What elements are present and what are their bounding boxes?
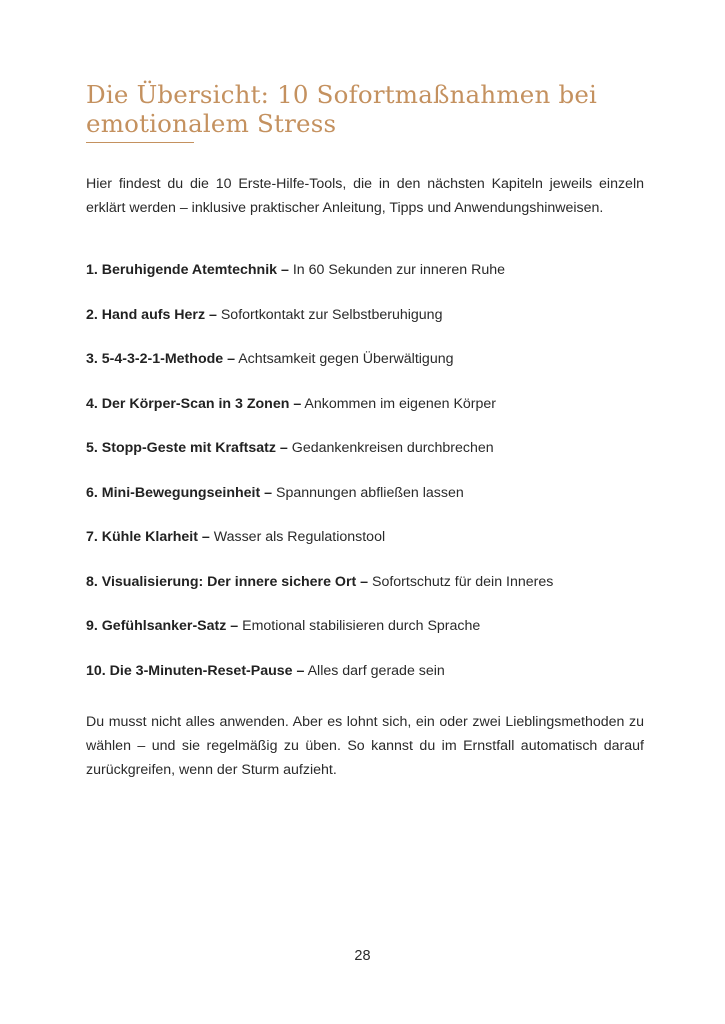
tools-list [86, 258, 646, 703]
list-item-title: 1. Beruhigende Atemtechnik – [86, 262, 289, 278]
list-item [86, 659, 646, 704]
list-item [86, 303, 646, 348]
list-item-title: 2. Hand aufs Herz – [86, 306, 217, 323]
list-item [86, 258, 646, 303]
list-item [86, 481, 646, 526]
list-item-description: Gedankenkreisen durchbrechen [291, 440, 494, 456]
list-item-title: 10. Die 3-Minuten-Reset-Pause – [86, 662, 305, 679]
intro-paragraph: Hier findest du die 10 Erste-Hilfe-Tools, die in den nächsten Kapiteln jeweils einzeln erklärt werden – inklusive praktischer Anleitung, Tipps und Anwendungshinweisen. [86, 176, 644, 216]
list-item [86, 614, 646, 659]
list-item-title: 9. Gefühlsanker-Satz – [86, 618, 239, 634]
list-item-description: Sofortkontakt zur Selbstberuhigung [220, 306, 443, 323]
list-item [86, 392, 646, 437]
list-item-title: 7. Kühle Klarheit – [86, 529, 210, 545]
list-item-description: Alles darf gerade sein [307, 662, 445, 679]
list-item [86, 570, 646, 615]
closing-paragraph: Du musst nicht alles anwenden. Aber es lohnt sich, ein oder zwei Lieblingsmethoden zu wählen – und sie regelmäßig zu üben. So kannst du im Ernstfall automatisch darauf zurückgreifen, wenn der Sturm aufzieht. [86, 714, 644, 778]
list-item-description: Wasser als Regulationstool [213, 529, 386, 545]
list-item-description: Spannungen abfließen lassen [276, 484, 464, 501]
list-item-description: Achtsamkeit gegen Überwältigung [238, 351, 454, 367]
page-title: Die Übersicht: 10 Sofortmaßnahmen bei emotionalem Stress [86, 80, 598, 138]
list-item-description: Sofortschutz für dein Inneres [371, 573, 554, 590]
list-item [86, 525, 646, 570]
list-item-description: In 60 Sekunden zur inneren Ruhe [292, 262, 506, 278]
list-item-title: 3. 5-4-3-2-1-Methode – [86, 351, 236, 367]
list-item-description: Ankommen im eigenen Körper [304, 395, 497, 412]
page-number: 28 [354, 948, 371, 964]
list-item-title: 6. Mini-Bewegungseinheit – [86, 484, 273, 501]
list-item-title: 4. Der Körper-Scan in 3 Zonen – [86, 395, 302, 412]
list-item [86, 347, 646, 392]
list-item-title: 8. Visualisierung: Der innere sichere Ort – [86, 573, 369, 590]
list-item-title: 5. Stopp-Geste mit Kraftsatz – [86, 440, 288, 456]
title-underline [86, 142, 194, 143]
list-item-description: Emotional stabilisieren durch Sprache [242, 618, 481, 634]
list-item [86, 436, 646, 481]
